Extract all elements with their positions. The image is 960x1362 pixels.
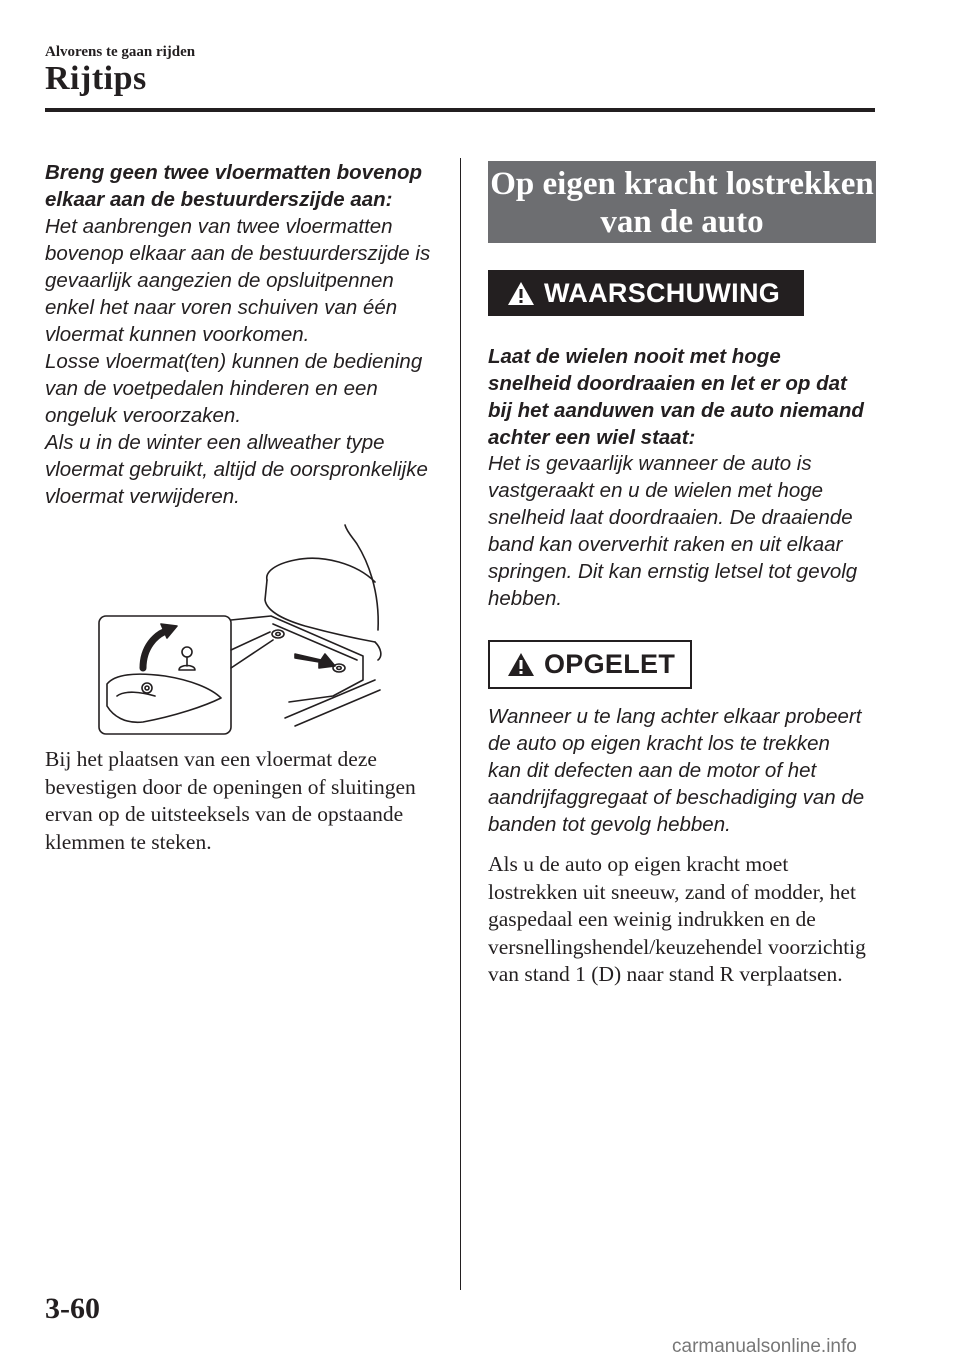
warning-badge [488,270,804,316]
floor-mat-warning-body [45,213,445,510]
watermark: carmanualsonline.info [672,1336,857,1357]
caution-label: OPGELET [544,649,676,679]
warning-body: Het is gevaarlijk wanneer de auto is vastgeraakt en u de wielen met hoge snelheid laat doordraaien. De draaiende band kan oververhit raken en uit elkaar springen. Dit kan ernstig letsel tot gevolg hebben. [488,452,858,610]
rocking-instructions-paragraph: Als u de auto op eigen kracht moet lostrekken uit sneeuw, zand of modder, het gaspedaal een weinig indrukken en de versnellingshendel/keuzehendel voorzichtig van stand 1 (D) naar stand R verplaatsen. [488,852,866,986]
section-label: Alvorens te gaan rijden [45,44,196,60]
caution-badge [488,640,692,689]
floor-mat-warning-text-1: Het aanbrengen van twee vloermatten bovenop elkaar aan de bestuurderszijde is gevaarlijk aangezien de opsluitpennen enkel het naar voren schuiven van één vloermat kunnen voorkomen. [45,215,431,346]
warning-label: WAARSCHUWING [544,277,781,308]
section-title-banner: Op eigen kracht lostrekken van de auto [488,161,876,243]
header-divider [45,108,875,112]
warning-triangle-icon [506,280,536,307]
page-title: Rijtips [45,60,147,97]
page-number: 3-60 [45,1292,100,1325]
floor-mat-warning-heading: Breng geen twee vloermatten bovenop elkaar aan de bestuurderszijde aan: [45,161,423,211]
column-divider [460,158,461,1290]
caution-triangle-icon [506,651,536,678]
warning-heading: Laat de wielen nooit met hoge snelheid doordraaien en let er op dat bij het aanduwen van de auto niemand achter een wiel staat: [488,345,864,449]
floor-mat-installation-paragraph: Bij het plaatsen van een vloermat deze bevestigen door de openingen of sluitingen ervan op de uitsteeksels van de opstaande klemmen te steken. [45,747,416,854]
floor-mat-warning-text-2: Losse vloermat(ten) kunnen de bediening van de voetpedalen hinderen en een ongeluk veroorzaken. [45,350,423,427]
floor-mat-clip-illustration [95,520,385,740]
floor-mat-warning-text-3: Als u in de winter een allweather type vloermat gebruikt, altijd de oorspronkelijke vloermat verwijderen. [45,431,428,508]
caution-text: Wanneer u te lang achter elkaar probeert de auto op eigen kracht los te trekken kan dit defecten aan de motor of het aandrijfaggregaat of beschadiging van de banden tot gevolg hebben. [488,705,865,836]
